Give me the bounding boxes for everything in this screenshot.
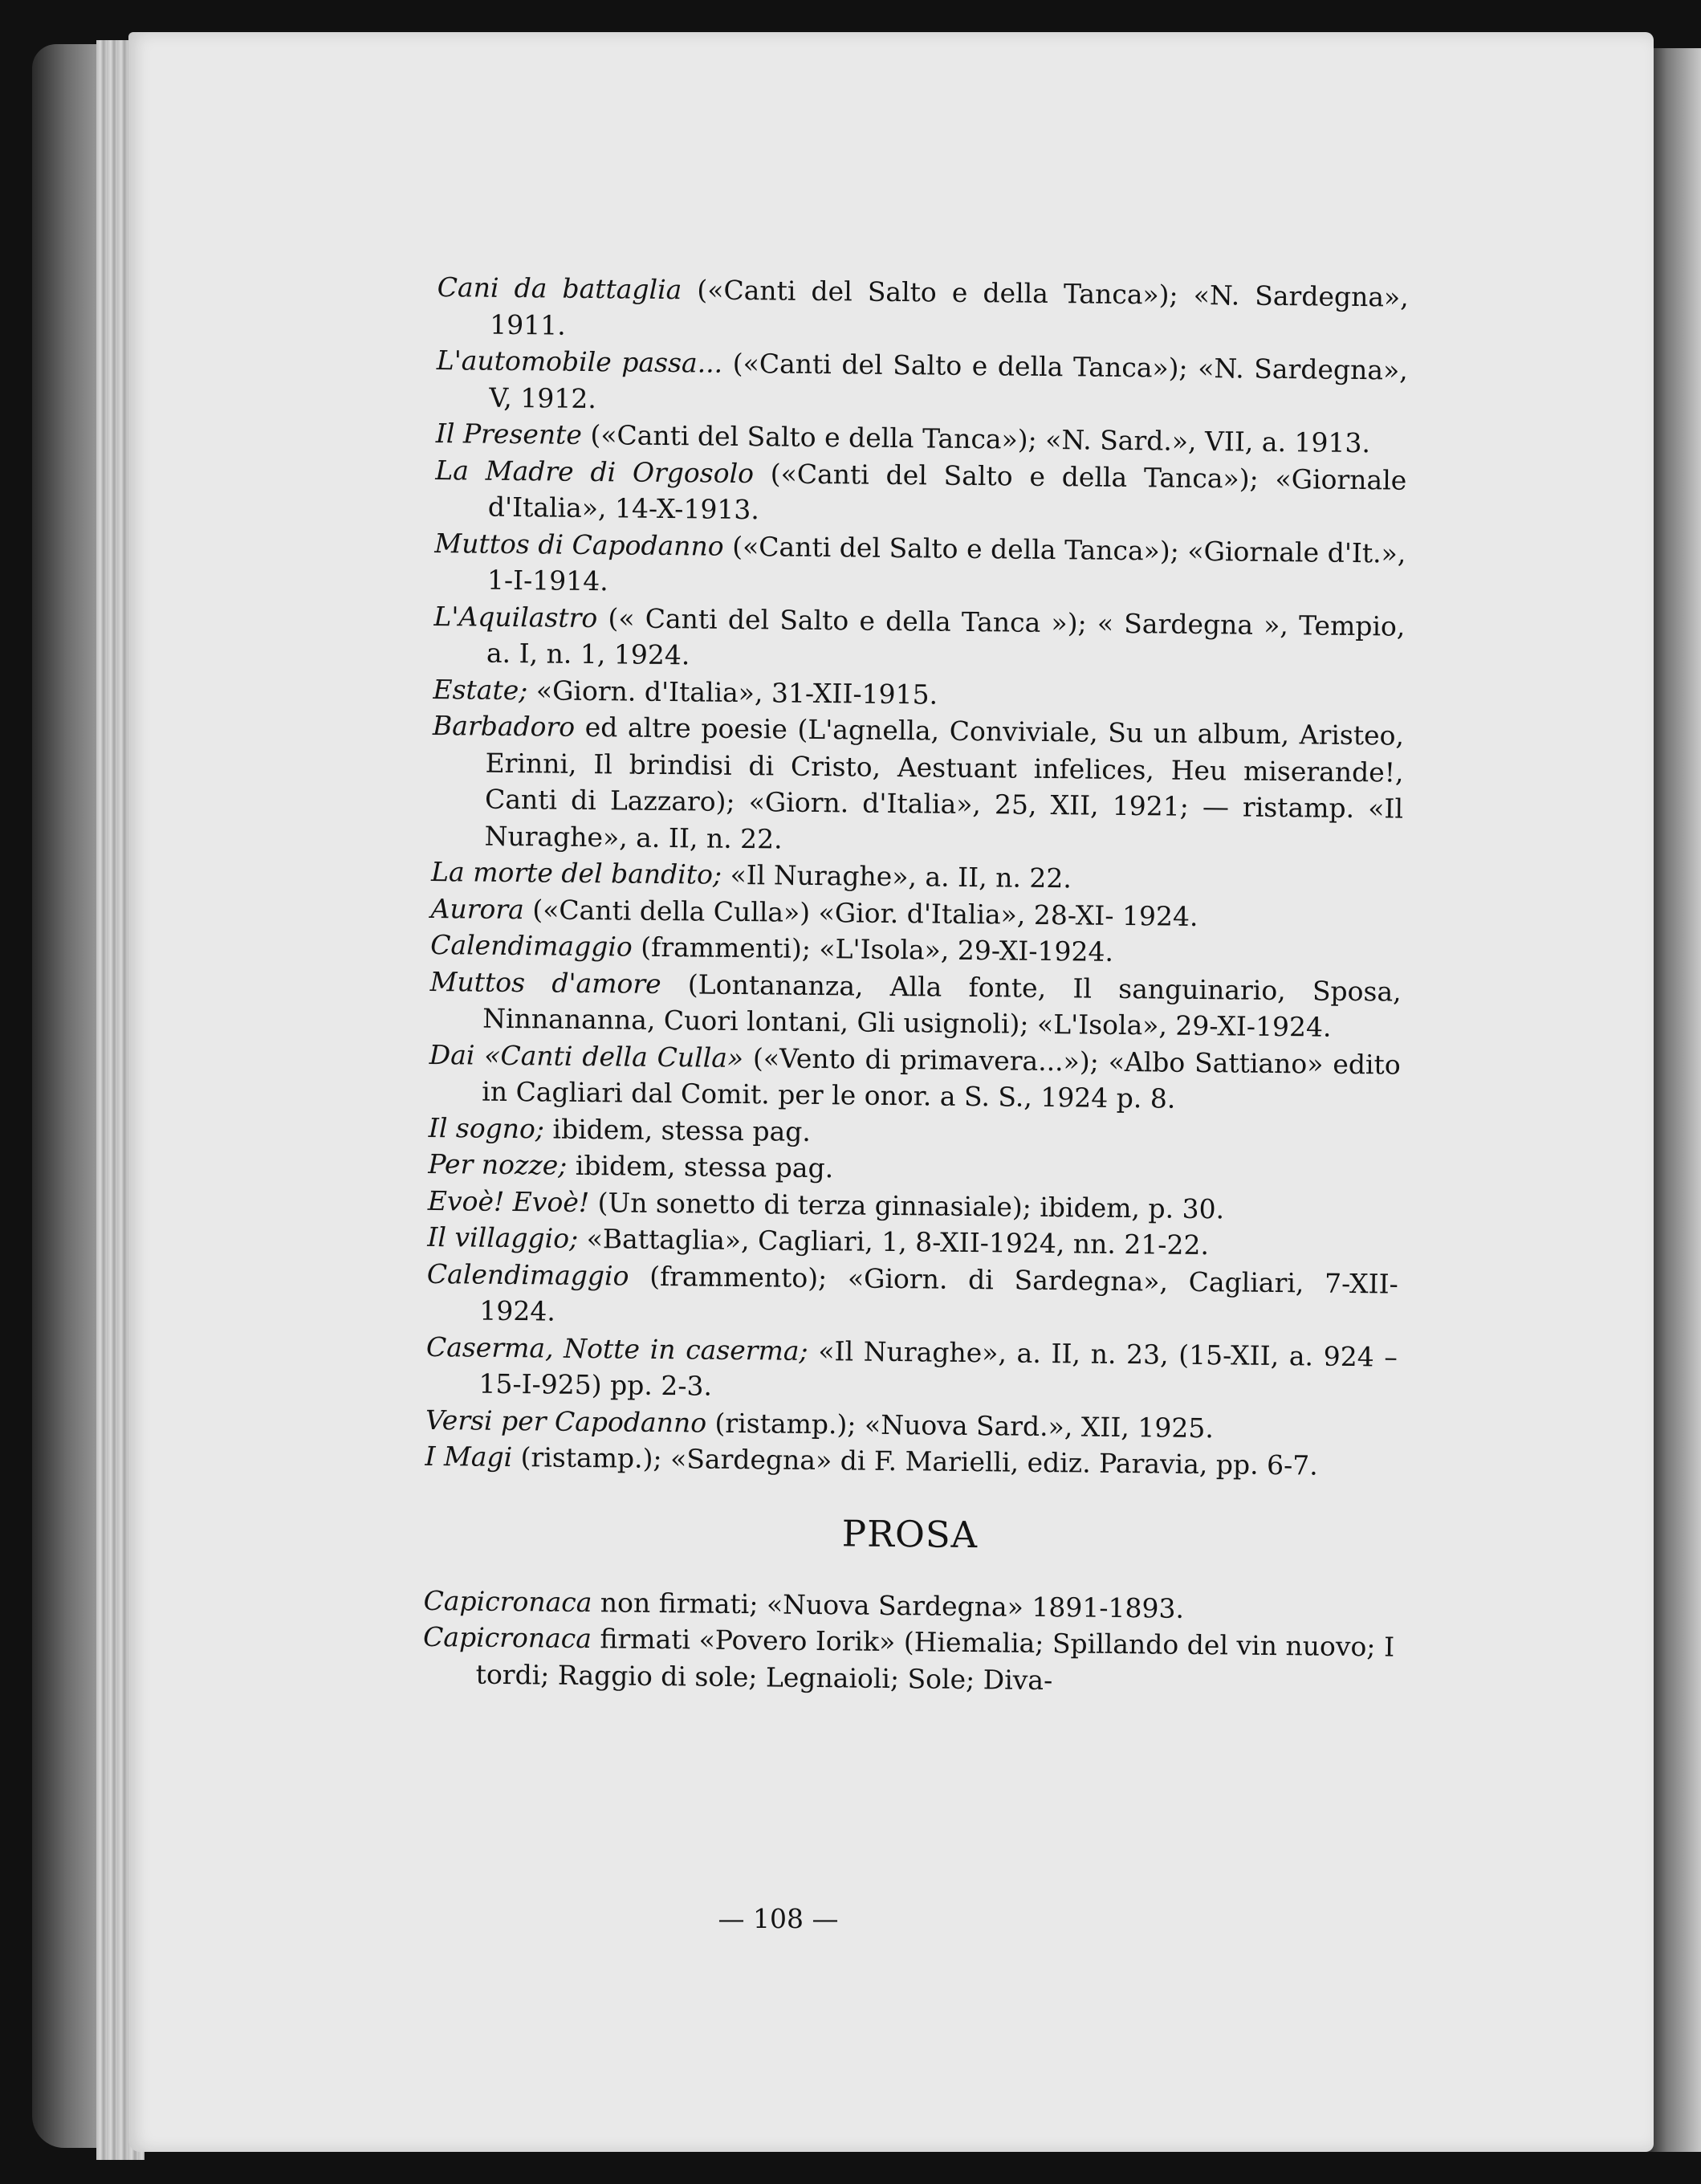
entry-title: I Magi <box>425 1440 513 1473</box>
entry-title: Muttos di Capodanno <box>434 527 724 562</box>
entry-details: «Giorn. d'Italia», 31-XII-1915. <box>527 674 938 711</box>
entry-details: «Battaglia», Cagliari, 1, 8-XII-1924, nn. 21-22. <box>578 1222 1210 1261</box>
entry-details: firmati «Povero Iorik» (Hiemalia; Spillando del vin nuovo; I tordi; Raggio di sole; Legnaioli; Sole; Diva- <box>475 1623 1395 1696</box>
page-text-block <box>422 269 1408 1702</box>
prose-list <box>422 1582 1394 1701</box>
entry-title: Cani da battaglia <box>437 271 682 306</box>
entry-details: (ristamp.); «Sardegna» di F. Marielli, ediz. Paravia, pp. 6-7. <box>511 1441 1318 1481</box>
bibliography-entry <box>426 1255 1398 1339</box>
page-number <box>0 1903 1701 1934</box>
bibliography-entry <box>436 342 1408 426</box>
bibliography-entry <box>435 451 1407 535</box>
entry-title: L'automobile passa... <box>436 344 723 379</box>
entry-details: («Canti del Salto e della Tanca»); «Giornale d'It.», 1-I-1914. <box>486 530 1406 597</box>
section-heading: PROSA <box>841 1511 979 1556</box>
entry-title: Estate; <box>433 673 528 706</box>
page-number-text: — 108 — <box>718 1903 839 1934</box>
entry-details: («Canti del Salto e della Tanca»); «N. Sard.», VII, a. 1913. <box>581 418 1371 459</box>
entry-title: Caserma, Notte in caserma; <box>425 1330 808 1367</box>
entry-title: Barbadoro <box>432 709 576 743</box>
entry-details: ibidem, stessa pag. <box>543 1112 812 1147</box>
entry-details: («Canti della Culla») «Gior. d'Italia», 28-XI- 1924. <box>523 893 1198 932</box>
entry-title: Il villaggio; <box>427 1220 579 1254</box>
entry-details: (Un sonetto di terza ginnasiale); ibidem, p. 30. <box>588 1186 1225 1224</box>
entry-details: ibidem, stessa pag. <box>567 1149 834 1184</box>
entry-details: «Il Nuraghe», a. II, n. 22. <box>721 858 1072 894</box>
entry-details: («Canti del Salto e della Tanca»); «N. Sardegna», 1911. <box>490 274 1409 341</box>
entry-title: Il Presente <box>435 417 583 450</box>
poetry-list <box>425 269 1409 1485</box>
entry-title: La morte del bandito; <box>430 855 722 890</box>
bibliography-entry <box>425 1328 1398 1412</box>
entry-details: non firmati; «Nuova Sardegna» 1891-1893. <box>592 1586 1185 1624</box>
entry-title: Calendimaggio <box>429 928 633 963</box>
entry-details: ed altre poesie (L'agnella, Conviviale, Su un album, Aristeo, Erinni, Il brindisi di Cristo, Aestuant infelices, Heu miserande!, Canti di Lazzaro); «Giorn. d'Italia», 25, XII, 1921; — ristamp. «Il Nuraghe», a. II, n. 22. <box>484 711 1405 855</box>
bibliography-entry <box>431 707 1404 864</box>
entry-title: Aurora <box>430 892 525 925</box>
entry-details: (« Canti del Salto e della Tanca »); « Sardegna », Tempio, a. I, n. 1, 1924. <box>486 601 1406 671</box>
entry-details: (frammento); «Giorn. di Sardegna», Cagliari, 7-XII-1924. <box>479 1260 1399 1327</box>
entry-title: Versi per Capodanno <box>425 1404 707 1439</box>
entry-details: «Il Nuraghe», a. II, n. 23, (15-XII, a. 924 – 15-I-925) pp. 2-3. <box>478 1334 1398 1402</box>
entry-title: Dai «Canti della Culla» <box>429 1038 744 1074</box>
entry-title: Muttos d'amore <box>429 965 661 1000</box>
bibliography-entry <box>422 1619 1394 1702</box>
entry-details: («Canti del Salto e della Tanca»); «Giornale d'Italia», 14-X-1913. <box>487 457 1407 526</box>
bibliography-entry <box>437 269 1409 352</box>
entry-details: («Canti del Salto e della Tanca»); «N. Sardegna», V, 1912. <box>489 347 1408 414</box>
bibliography-entry <box>434 524 1406 608</box>
entry-title: Evoè! Evoè! <box>427 1184 590 1218</box>
entry-details: («Vento di primavera...»); «Albo Sattiano» edito in Cagliari dal Comit. per le onor. a S. S., 1924 p. 8. <box>482 1041 1401 1114</box>
entry-details: (ristamp.); «Nuova Sard.», XII, 1925. <box>706 1407 1215 1444</box>
entry-title: L'Aquilastro <box>433 600 598 634</box>
entry-title: Capicronaca <box>423 1584 592 1618</box>
bibliography-entry <box>429 963 1402 1046</box>
entry-title: Il sogno; <box>428 1111 545 1144</box>
entry-details: (frammenti); «L'Isola», 29-XI-1924. <box>632 931 1114 968</box>
entry-details: (Lontananza, Alla fonte, Il sanguinario, Sposa, Ninnananna, Cuori lontani, Gli usignoli); «L'Isola», 29-XI-1924. <box>482 968 1402 1043</box>
entry-title: Calendimaggio <box>426 1257 629 1292</box>
entry-title: La Madre di Orgosolo <box>435 454 755 489</box>
entry-title: Capicronaca <box>422 1620 592 1655</box>
bibliography-entry <box>433 597 1406 681</box>
bibliography-entry <box>429 1036 1401 1119</box>
entry-title: Per nozze; <box>428 1147 568 1181</box>
